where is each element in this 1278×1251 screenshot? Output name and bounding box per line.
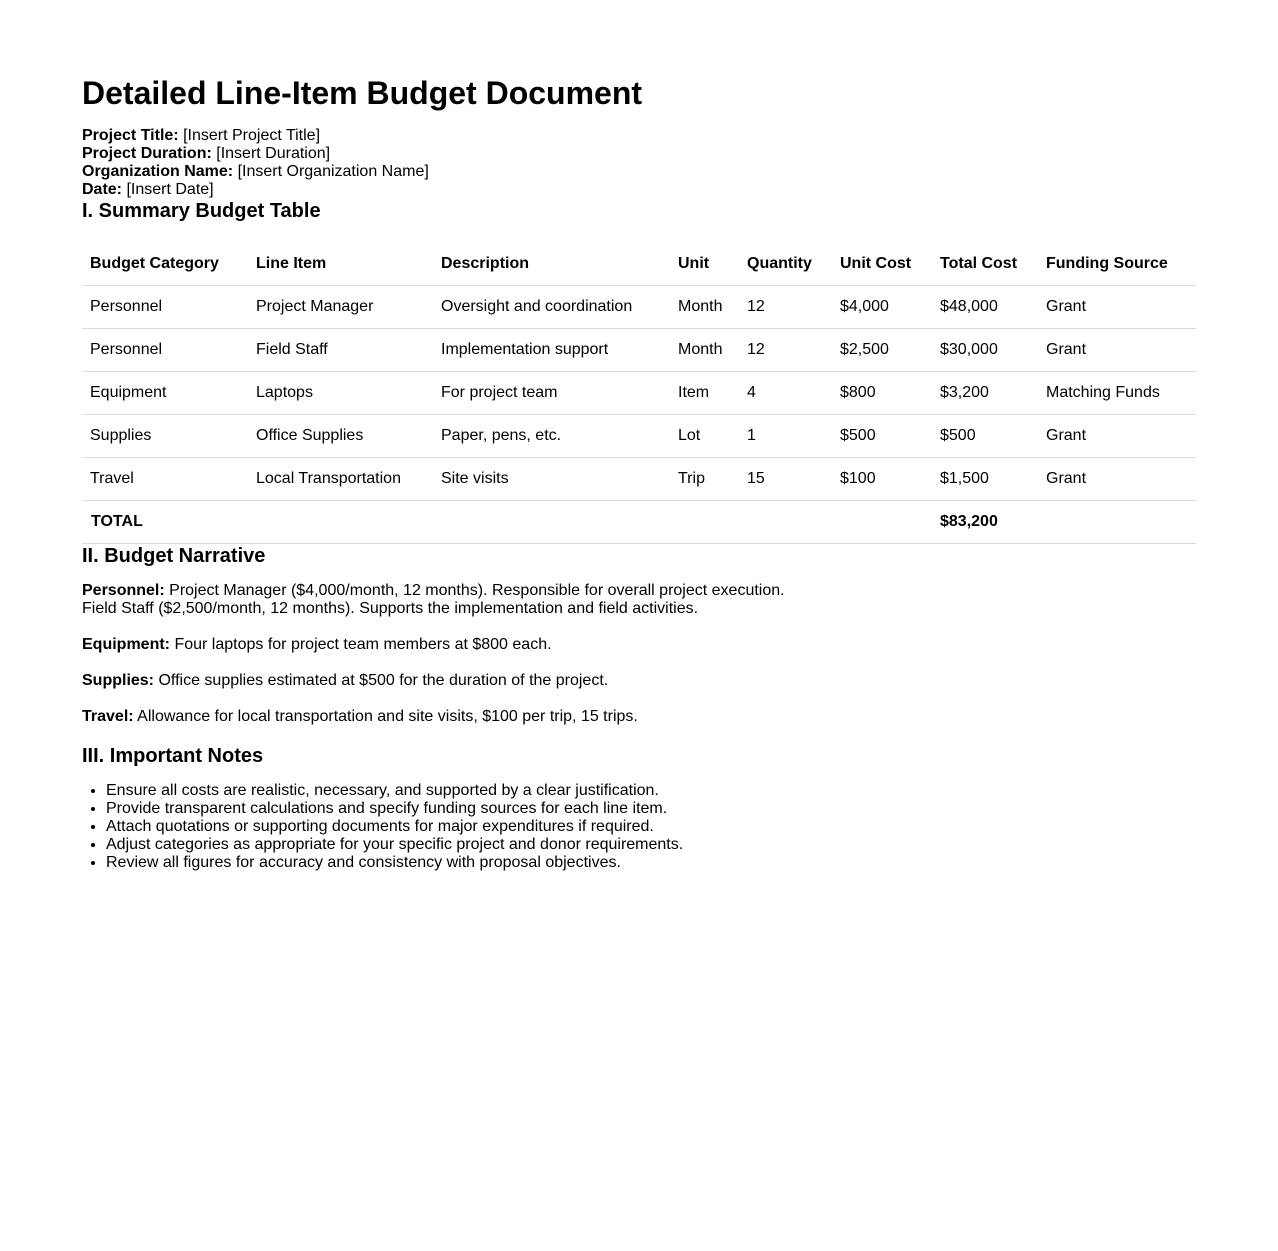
table-cell: $48,000 — [932, 286, 1038, 329]
table-cell: Month — [670, 286, 739, 329]
meta-value: [Insert Date] — [126, 181, 214, 198]
table-cell: Office Supplies — [248, 415, 433, 458]
table-cell: Personnel — [82, 329, 248, 372]
table-cell — [433, 501, 670, 544]
narrative-text: Office supplies estimated at $500 for the duration of the project. — [158, 672, 609, 689]
table-cell: Trip — [670, 458, 739, 501]
table-cell: Site visits — [433, 458, 670, 501]
column-header: Unit — [670, 242, 739, 286]
summary-heading: I. Summary Budget Table — [82, 200, 321, 222]
narrative-travel — [82, 708, 1196, 726]
table-cell: Grant — [1038, 415, 1196, 458]
narrative-text: Project Manager ($4,000/month, 12 months). Responsible for overall project execution. — [169, 582, 785, 599]
table-cell: 15 — [739, 458, 832, 501]
table-cell: $4,000 — [832, 286, 932, 329]
column-header: Funding Source — [1038, 242, 1196, 286]
column-header: Budget Category — [82, 242, 248, 286]
table-cell: $800 — [832, 372, 932, 415]
narrative-label: Personnel: — [82, 582, 165, 599]
meta-organization-name — [82, 163, 1196, 181]
total-label: TOTAL — [82, 501, 248, 544]
table-cell: Laptops — [248, 372, 433, 415]
column-header: Unit Cost — [832, 242, 932, 286]
meta-project-duration — [82, 145, 1196, 163]
column-header: Quantity — [739, 242, 832, 286]
table-row — [82, 372, 1196, 415]
column-header: Total Cost — [932, 242, 1038, 286]
narrative-label: Supplies: — [82, 672, 155, 689]
table-cell: Lot — [670, 415, 739, 458]
table-cell: Matching Funds — [1038, 372, 1196, 415]
project-meta — [82, 127, 1196, 199]
narrative-label: Equipment: — [82, 636, 170, 653]
table-cell: Grant — [1038, 286, 1196, 329]
meta-value: [Insert Organization Name] — [237, 163, 429, 180]
table-cell: $30,000 — [932, 329, 1038, 372]
narrative-label: Travel: — [82, 708, 134, 725]
narrative-text: Field Staff ($2,500/month, 12 months). Supports the implementation and field activities. — [82, 600, 699, 617]
table-cell: Item — [670, 372, 739, 415]
summary-budget-table — [82, 242, 1196, 544]
meta-value: [Insert Duration] — [216, 145, 331, 162]
table-row — [82, 458, 1196, 501]
table-cell: 12 — [739, 286, 832, 329]
list-item: • Ensure all costs are realistic, necessary, and supported by a clear justification. — [106, 782, 1196, 800]
table-cell: Grant — [1038, 458, 1196, 501]
narrative-personnel — [82, 582, 1196, 618]
meta-label: Date: — [82, 181, 123, 198]
table-cell — [248, 501, 433, 544]
column-header: Line Item — [248, 242, 433, 286]
table-cell: Oversight and coordination — [433, 286, 670, 329]
notes-list — [82, 782, 1196, 872]
table-cell: Project Manager — [248, 286, 433, 329]
meta-label: Project Title: — [82, 127, 179, 144]
table-total-row — [82, 501, 1196, 544]
table-cell: Month — [670, 329, 739, 372]
column-header: Description — [433, 242, 670, 286]
meta-date — [82, 181, 1196, 199]
table-cell: 4 — [739, 372, 832, 415]
narrative-equipment — [82, 636, 1196, 654]
narrative-text: Allowance for local transportation and site visits, $100 per trip, 15 trips. — [137, 708, 638, 725]
table-row — [82, 286, 1196, 329]
table-cell: Paper, pens, etc. — [433, 415, 670, 458]
table-cell: $500 — [832, 415, 932, 458]
table-cell: Equipment — [82, 372, 248, 415]
table-cell: $3,200 — [932, 372, 1038, 415]
table-row — [82, 415, 1196, 458]
budget-narrative — [82, 582, 1196, 726]
list-item: • Review all figures for accuracy and consistency with proposal objectives. — [106, 854, 1196, 872]
list-item: • Adjust categories as appropriate for your specific project and donor requirements. — [106, 836, 1196, 854]
table-cell — [832, 501, 932, 544]
table-cell: $2,500 — [832, 329, 932, 372]
meta-project-title — [82, 127, 1196, 145]
table-cell: Supplies — [82, 415, 248, 458]
meta-label: Project Duration: — [82, 145, 212, 162]
list-item: • Attach quotations or supporting documents for major expenditures if required. — [106, 818, 1196, 836]
table-cell: For project team — [433, 372, 670, 415]
table-cell: Grant — [1038, 329, 1196, 372]
table-cell: $100 — [832, 458, 932, 501]
table-cell: Field Staff — [248, 329, 433, 372]
table-cell — [739, 501, 832, 544]
narrative-heading: II. Budget Narrative — [82, 545, 266, 567]
table-cell: $1,500 — [932, 458, 1038, 501]
table-cell: $500 — [932, 415, 1038, 458]
table-cell: Local Transportation — [248, 458, 433, 501]
meta-label: Organization Name: — [82, 163, 234, 180]
table-cell: Travel — [82, 458, 248, 501]
table-cell: 12 — [739, 329, 832, 372]
table-cell — [1038, 501, 1196, 544]
narrative-supplies — [82, 672, 1196, 690]
narrative-text: Four laptops for project team members at $800 each. — [174, 636, 552, 653]
table-header-row — [82, 242, 1196, 286]
table-cell: Implementation support — [433, 329, 670, 372]
list-item: • Provide transparent calculations and specify funding sources for each line item. — [106, 800, 1196, 818]
total-value: $83,200 — [932, 501, 1038, 544]
table-cell — [670, 501, 739, 544]
document-title: Detailed Line-Item Budget Document — [82, 75, 643, 111]
table-cell: 1 — [739, 415, 832, 458]
table-cell: Personnel — [82, 286, 248, 329]
notes-heading: III. Important Notes — [82, 745, 264, 767]
table-row — [82, 329, 1196, 372]
meta-value: [Insert Project Title] — [183, 127, 321, 144]
